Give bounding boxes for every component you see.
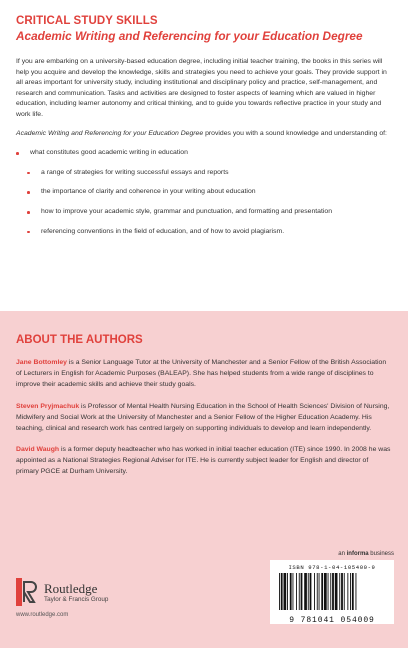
about-heading: ABOUT THE AUTHORS xyxy=(16,334,143,346)
list-item-text: referencing conventions in the field of education, and of how to avoid plagiarism. xyxy=(41,227,285,235)
series-title: CRITICAL STUDY SKILLS xyxy=(16,15,158,27)
provides-paragraph xyxy=(16,129,392,140)
barcode-bars-icon xyxy=(275,573,389,610)
author-name: David Waugh xyxy=(16,446,60,454)
publisher-url: www.routledge.com xyxy=(16,612,69,618)
author-name: Steven Pryjmachuk xyxy=(16,402,80,410)
author-bio-text: is Professor of Mental Health Nursing Education in the School of Health Sciences' Division of Nursing, Midwifery and Social Work at the University of Manchester and a Senior Fellow of the Higher Education Academy. His teaching, clinical and research work has centred largely on supporting individuals to develop and learn independently. xyxy=(16,402,390,432)
list-item-text: the importance of clarity and coherence in your writing about education xyxy=(41,188,256,196)
topics-list xyxy=(16,148,392,237)
intro-paragraph: If you are embarking on a university-based education degree, including initial teacher training, the books in this series will help you acquire and develop the knowledge, skills and strategies you need to achieve your goals. They provide support in all areas important for university study, including institutional and disciplinary policy and practice, self-management, and research and communication. Tasks and activities are designed to foster aspects of learning which are valued in higher education, including learner autonomy and critical thinking, and to guide you towards reflective practice in your study and work life. xyxy=(16,58,387,118)
routledge-logo-icon xyxy=(16,578,40,606)
list-item xyxy=(16,187,392,198)
description-section xyxy=(0,0,408,311)
list-item xyxy=(16,168,392,179)
author-bio-text: is a former deputy headteacher who has worked in initial teacher education (ITE) since 1990. In 2008 he was appointed as a National Strategies Regional Adviser for ITE. He is currently subject leader for English and director of primary PGCE at Durham University. xyxy=(16,446,391,476)
bullet-icon xyxy=(16,152,19,155)
publisher-group: Taylor & Francis Group xyxy=(44,595,109,603)
informa-suffix: business xyxy=(368,551,394,557)
author-bio-text: is a Senior Language Tutor at the University of Manchester and a Senior Fellow of the British Association of Lecturers in English for Academic Purposes (BALEAP). She has helped students from a wide range of disciplines to improve their academic skills and achieve their study goals. xyxy=(16,359,387,388)
informa-tagline xyxy=(270,551,394,557)
informa-brand: informa xyxy=(346,551,369,557)
list-item-text: a range of strategies for writing successful essays and reports xyxy=(41,168,229,176)
barcode-area xyxy=(270,551,394,624)
bullet-icon xyxy=(27,231,30,234)
author-bio xyxy=(16,358,392,391)
book-title: Academic Writing and Referencing for your Education Degree xyxy=(16,29,363,43)
bullet-icon xyxy=(27,211,30,214)
barcode xyxy=(270,560,394,624)
list-item xyxy=(16,227,392,238)
author-bio xyxy=(16,445,392,478)
ean-number: 9 781041 054009 xyxy=(289,616,375,625)
list-item xyxy=(16,148,392,159)
bullet-icon xyxy=(27,172,30,175)
author-bio xyxy=(16,402,392,435)
bullet-icon xyxy=(27,191,30,194)
list-item-text: how to improve your academic style, grammar and punctuation, and formatting and presentation xyxy=(41,207,333,215)
isbn-label: ISBN 978-1-04-105400-9 xyxy=(288,564,376,571)
author-name: Jane Bottomley xyxy=(16,359,67,366)
list-item-text: what constitutes good academic writing in education xyxy=(30,149,188,157)
provides-text: provides you with a sound knowledge and understanding of: xyxy=(203,129,387,137)
informa-prefix: an xyxy=(338,551,347,557)
routledge-logo xyxy=(16,578,108,606)
provides-book-title: Academic Writing and Referencing for your Education Degree xyxy=(16,129,204,137)
publisher-name: Routledge xyxy=(44,580,98,596)
publisher-block xyxy=(16,578,108,618)
list-item xyxy=(16,207,392,218)
